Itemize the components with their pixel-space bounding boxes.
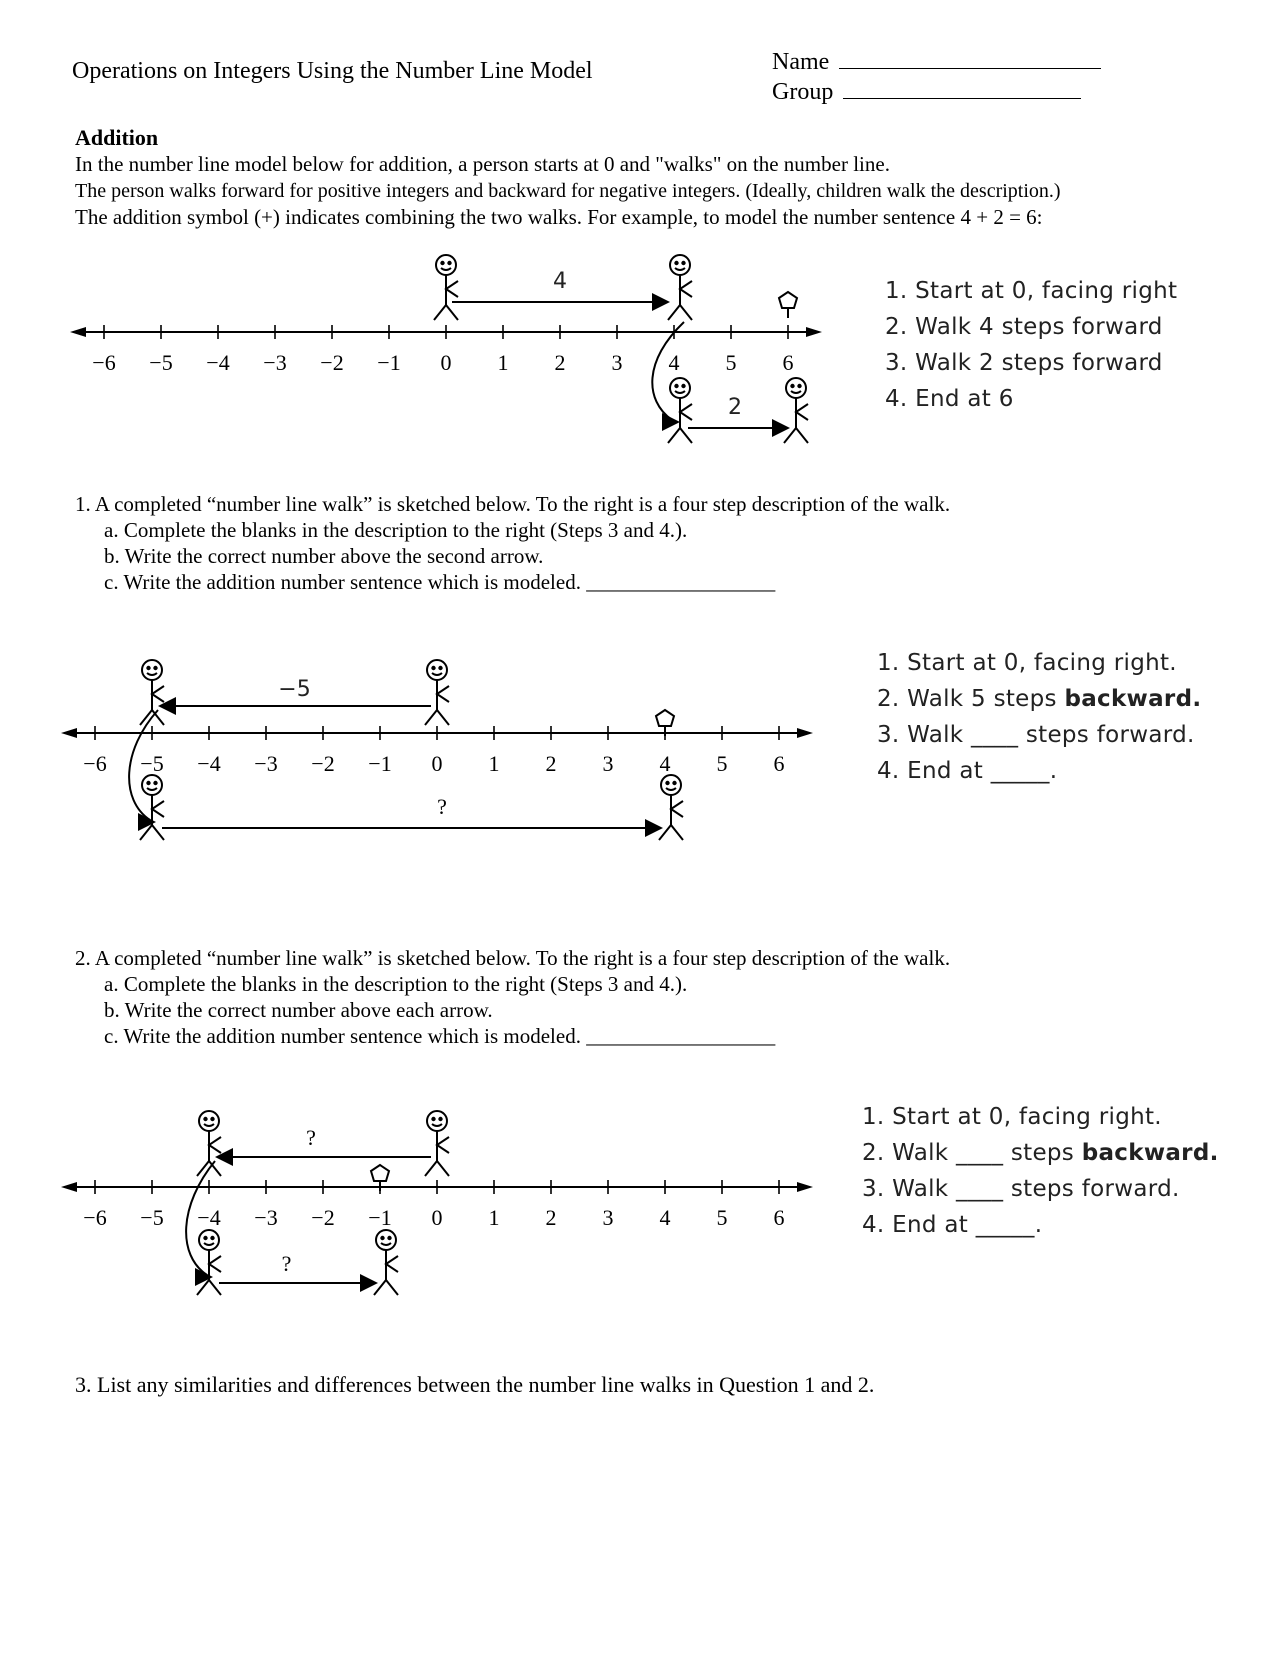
ex-tick-label: 2: [554, 350, 566, 375]
q1-tick-label: 5: [716, 751, 728, 776]
q2-step-4[interactable]: 4. End at _____.: [862, 1212, 1043, 1238]
q1-step-4[interactable]: 4. End at _____.: [877, 758, 1058, 784]
q2-tick-label: 3: [602, 1205, 614, 1230]
q1-intro: 1. A completed “number line walk” is sketched below. To the right is a four step description of the walk.: [75, 492, 951, 516]
q1-turn-curve-head: [138, 813, 156, 831]
q2-person-start: [425, 1111, 449, 1176]
q2-tick-label: −6: [83, 1205, 107, 1230]
q2-intro: 2. A completed “number line walk” is sketched below. To the right is a four step description of the walk.: [75, 946, 951, 970]
name-label: Name: [772, 49, 830, 75]
q1-tick-label: −3: [254, 751, 278, 776]
q2-tick-label: 0: [431, 1205, 443, 1230]
q1-tick-label: 3: [602, 751, 614, 776]
ex-tick-label: −1: [377, 350, 401, 375]
ex-axis-arrow-left: [70, 327, 86, 337]
ex-tick-label: 4: [668, 350, 680, 375]
q1-tick-label: −2: [311, 751, 335, 776]
q1-item-a: a. Complete the blanks in the description to the right (Steps 3 and 4.).: [104, 518, 688, 542]
q1-step-3[interactable]: 3. Walk ____ steps forward.: [877, 722, 1195, 748]
ex-tick-label: 5: [725, 350, 737, 375]
q2-end-marker: [371, 1165, 389, 1181]
example-step-3: 3. Walk 2 steps forward: [885, 350, 1163, 376]
q2-item-b: b. Write the correct number above each arrow.: [104, 998, 493, 1022]
q2-step-1: 1. Start at 0, facing right.: [862, 1104, 1162, 1130]
ex-arrow-bottom-head: [772, 419, 790, 437]
q2-tick-label: −2: [311, 1205, 335, 1230]
q1-person-turn: [140, 660, 164, 725]
ex-tick-label: 3: [611, 350, 623, 375]
q1-axis-arrow-left: [61, 728, 77, 738]
q2-person-turn: [197, 1111, 221, 1176]
ex-axis-arrow-right: [806, 327, 822, 337]
ex-person-start: [434, 255, 458, 320]
q1-tick-label: 6: [773, 751, 785, 776]
q3-text: 3. List any similarities and differences between the number line walks in Question 1 and 2.: [75, 1372, 875, 1397]
addition-line-1: In the number line model below for addition, a person starts at 0 and "walks" on the number line.: [75, 152, 890, 176]
q2-axis-arrow-right: [797, 1182, 813, 1192]
q1-step-2-bold: backward.: [1064, 686, 1202, 712]
q1-tick-label: 2: [545, 751, 557, 776]
ex-end-marker: [779, 292, 797, 308]
q1-item-b: b. Write the correct number above the second arrow.: [104, 544, 544, 568]
addition-line-2: The person walks forward for positive integers and backward for negative integers. (Ideally, children walk the description.): [75, 180, 1061, 202]
q2-arrow-bottom-head: [360, 1274, 378, 1292]
q1-tick-label: 1: [488, 751, 500, 776]
q1-step-2: [877, 686, 1201, 712]
q2-person-bottom-start: [197, 1230, 221, 1295]
q1-tick-label: −1: [368, 751, 392, 776]
addition-heading: Addition: [75, 125, 159, 150]
group-field[interactable]: [772, 76, 1081, 106]
ex-tick-label: −6: [92, 350, 116, 375]
q2-turn-curve-head: [195, 1268, 213, 1286]
q2-tick-label: 2: [545, 1205, 557, 1230]
q1-arrow-bottom-label: ?: [437, 794, 447, 819]
addition-line-3: The addition symbol (+) indicates combining the two walks. For example, to model the number sentence 4 + 2 = 6:: [75, 205, 1043, 229]
ex-turn-curve-head: [662, 413, 680, 431]
q1-number-line-diagram: [0, 640, 900, 870]
q1-step-1: 1. Start at 0, facing right.: [877, 650, 1177, 676]
example-number-line-diagram: [0, 240, 900, 470]
name-field[interactable]: [772, 46, 1101, 76]
q2-arrow-bottom-label: ?: [281, 1251, 292, 1276]
ex-tick-label: 0: [440, 350, 452, 375]
q1-end-marker: [656, 710, 674, 726]
q2-person-end: [374, 1230, 398, 1295]
ex-arrow-top-head: [652, 293, 670, 311]
worksheet-title: Operations on Integers Using the Number Line Model: [72, 58, 593, 84]
q2-tick-label: 6: [773, 1205, 785, 1230]
q2-tick-label: 5: [716, 1205, 728, 1230]
q2-tick-label: 4: [659, 1205, 671, 1230]
example-step-2: 2. Walk 4 steps forward: [885, 314, 1163, 340]
q2-step-2-text: 2. Walk ____ steps: [862, 1140, 1082, 1166]
ex-person-end: [784, 378, 808, 443]
q1-step-2-text: 2. Walk 5 steps: [877, 686, 1065, 712]
ex-tick-label: 1: [497, 350, 509, 375]
ex-arrow-bottom-label: 2: [728, 395, 742, 420]
ex-arrow-top-label: 4: [553, 269, 567, 294]
q2-arrow-top-label: ?: [306, 1125, 316, 1150]
example-step-1: 1. Start at 0, facing right: [885, 278, 1178, 304]
q2-tick-label: −1: [368, 1205, 392, 1230]
q1-person-start: [425, 660, 449, 725]
q1-axis-arrow-right: [797, 728, 813, 738]
q2-step-2-bold: backward.: [1081, 1140, 1219, 1166]
example-step-4: 4. End at 6: [885, 386, 1014, 412]
ex-tick-label: −3: [263, 350, 287, 375]
q1-tick-label: 0: [431, 751, 443, 776]
q1-tick-label: −6: [83, 751, 107, 776]
q2-tick-label: −5: [140, 1205, 164, 1230]
ex-person-bottom-start: [668, 378, 692, 443]
q1-tick-label: −4: [197, 751, 221, 776]
q2-axis-arrow-left: [61, 1182, 77, 1192]
q1-item-c: c. Write the addition number sentence which is modeled. __________________: [104, 570, 776, 594]
q2-step-3[interactable]: 3. Walk ____ steps forward.: [862, 1176, 1180, 1202]
ex-person-top-end: [668, 255, 692, 320]
q2-step-2: [862, 1140, 1219, 1166]
group-label: Group: [772, 79, 834, 105]
q1-tick-label: 4: [659, 751, 671, 776]
q2-number-line-diagram: [0, 1095, 900, 1325]
q2-item-c: c. Write the addition number sentence which is modeled. __________________: [104, 1024, 776, 1048]
q1-arrow-bottom-head: [645, 819, 663, 837]
ex-tick-label: 6: [782, 350, 794, 375]
q1-tick-label: −5: [140, 751, 164, 776]
q1-arrow-top-label: −5: [278, 677, 311, 702]
q1-person-bottom-start: [140, 775, 164, 840]
ex-tick-label: −5: [149, 350, 173, 375]
q2-item-a: a. Complete the blanks in the description to the right (Steps 3 and 4.).: [104, 972, 688, 996]
q2-tick-label: −3: [254, 1205, 278, 1230]
ex-tick-label: −4: [206, 350, 230, 375]
q1-person-end: [659, 775, 683, 840]
ex-tick-label: −2: [320, 350, 344, 375]
q2-tick-label: −4: [197, 1205, 221, 1230]
q2-tick-label: 1: [488, 1205, 500, 1230]
